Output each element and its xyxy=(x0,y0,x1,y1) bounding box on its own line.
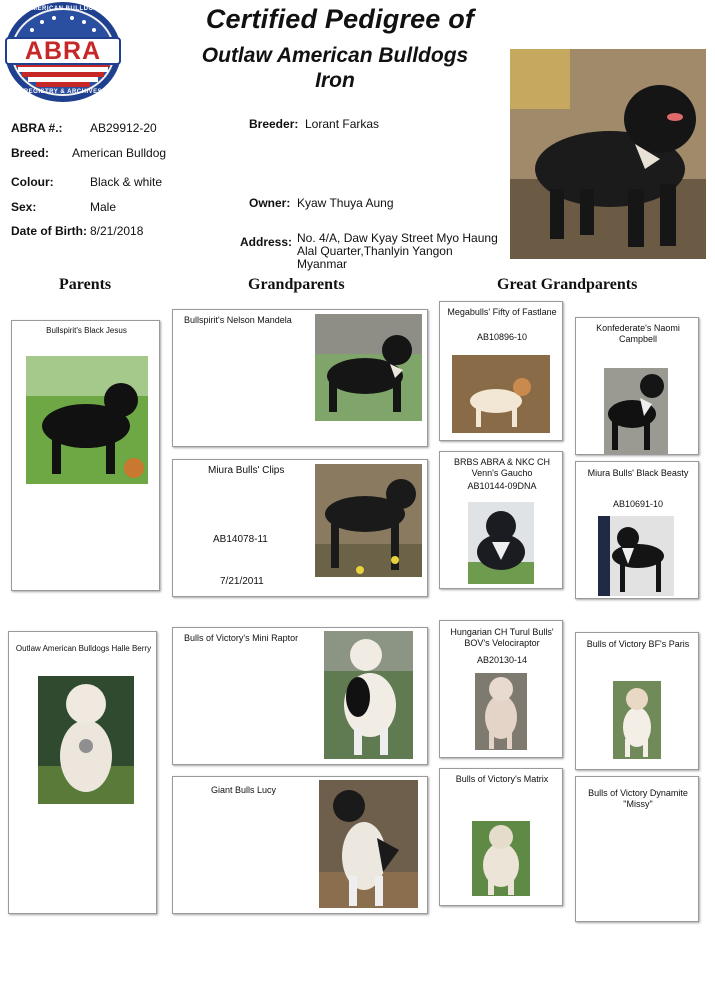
grandparent-name: Miura Bulls' Clips xyxy=(208,465,285,476)
logo-top-text: AMERICAN BULLDOG xyxy=(27,6,99,12)
grandparents-heading: Grandparents xyxy=(248,276,345,293)
great-grandparent-photo xyxy=(604,368,668,454)
grandparent-photo xyxy=(319,780,418,908)
great-grandparent-photo xyxy=(472,821,530,896)
dog-name: Iron xyxy=(315,69,355,92)
breed-value: American Bulldog xyxy=(72,146,167,160)
great-grandparent-photo xyxy=(452,355,550,433)
grandparent-card[interactable] xyxy=(172,776,428,914)
great-grandparent-card[interactable] xyxy=(575,317,699,455)
great-grandparent-name: BRBS ABRA & NKC CH Venn's Gaucho xyxy=(453,457,551,478)
sex-value: Male xyxy=(90,200,117,214)
great-grandparent-reg: AB10896-10 xyxy=(476,332,528,342)
abra-logo xyxy=(2,0,124,104)
grandparent-photo xyxy=(324,631,413,759)
great-grandparent-card[interactable] xyxy=(575,461,699,599)
great-grandparent-card[interactable] xyxy=(439,768,563,906)
grandparent-card[interactable] xyxy=(172,309,428,447)
parent-photo xyxy=(26,356,148,484)
kennel-name: Outlaw American Bulldogs xyxy=(201,44,469,67)
abra-number-value: AB29912-20 xyxy=(90,121,157,135)
dob-value: 8/21/2018 xyxy=(90,224,144,238)
owner-value: Kyaw Thuya Aung xyxy=(297,196,394,210)
colour-label: Colour: xyxy=(11,175,54,189)
abra-number-label: ABRA #.: xyxy=(11,121,63,135)
great-grandparent-reg: AB10144-09DNA xyxy=(467,481,537,491)
grandparent-card[interactable] xyxy=(172,459,428,597)
grandparent-photo xyxy=(315,314,422,421)
address-value: No. 4/A, Daw Kyay Street Myo Haung Alal Quarter,Thanlyin Yangon Myanmar xyxy=(297,231,498,271)
parents-heading: Parents xyxy=(59,276,112,293)
great-grandparents-heading: Great Grandparents xyxy=(497,276,638,293)
great-grandparent-name: Bulls of Victory's Matrix xyxy=(455,774,549,784)
great-grandparent-photo xyxy=(468,502,534,584)
parent-name: Outlaw American Bulldogs Halle Berry xyxy=(15,644,152,653)
grandparent-name: Bulls of Victory's Mini Raptor xyxy=(184,633,299,643)
logo-wordmark: ABRA xyxy=(24,37,102,65)
breed-label: Breed: xyxy=(11,146,50,160)
grandparent-reg: AB14078-11 xyxy=(213,534,268,545)
great-grandparent-card[interactable] xyxy=(575,776,699,922)
parent-photo xyxy=(38,676,134,804)
parent-name: Bullspirit's Black Jesus xyxy=(46,326,127,335)
great-grandparent-name: Megabulls' Fifty of Fastlane xyxy=(447,307,557,317)
grandparent-photo xyxy=(315,464,422,577)
great-grandparent-photo xyxy=(613,681,661,759)
great-grandparent-card[interactable] xyxy=(439,451,563,589)
grandparent-dob: 7/21/2011 xyxy=(220,576,264,587)
colour-value: Black & white xyxy=(90,175,163,189)
great-grandparent-card[interactable] xyxy=(439,620,563,758)
great-grandparent-photo xyxy=(475,673,527,750)
address-label: Address: xyxy=(240,235,293,249)
great-grandparent-name: Bulls of Victory BF's Paris xyxy=(586,639,690,649)
grandparent-name: Bullspirit's Nelson Mandela xyxy=(184,315,292,325)
great-grandparent-card[interactable] xyxy=(439,301,563,441)
dob-label: Date of Birth: xyxy=(11,224,87,238)
grandparent-name: Giant Bulls Lucy xyxy=(211,785,277,795)
great-grandparent-photo xyxy=(598,516,674,596)
parent-card-dam[interactable] xyxy=(8,631,157,914)
great-grandparent-reg: AB20130-14 xyxy=(476,655,528,665)
great-grandparent-name: Bulls of Victory Dynamite "Missy" xyxy=(588,788,688,809)
owner-label: Owner: xyxy=(249,196,291,210)
parent-card-sire[interactable] xyxy=(11,320,160,591)
breeder-value: Lorant Farkas xyxy=(305,117,380,131)
sex-label: Sex: xyxy=(11,200,37,214)
grandparent-card[interactable] xyxy=(172,627,428,765)
great-grandparent-reg: AB10691-10 xyxy=(612,499,664,509)
great-grandparent-name: Miura Bulls' Black Beasty xyxy=(587,468,689,478)
page-title: Certified Pedigree of xyxy=(205,4,475,34)
breeder-label: Breeder: xyxy=(249,117,299,131)
great-grandparent-name: Konfederate's Naomi Campbell xyxy=(596,323,680,344)
logo-bottom-text: REGISTRY & ARCHIVES xyxy=(23,89,103,95)
dog-main-photo xyxy=(510,49,706,259)
great-grandparent-name: Hungarian CH Turul Bulls' BOV's Velociraptor xyxy=(450,627,554,648)
great-grandparent-card[interactable] xyxy=(575,632,699,770)
